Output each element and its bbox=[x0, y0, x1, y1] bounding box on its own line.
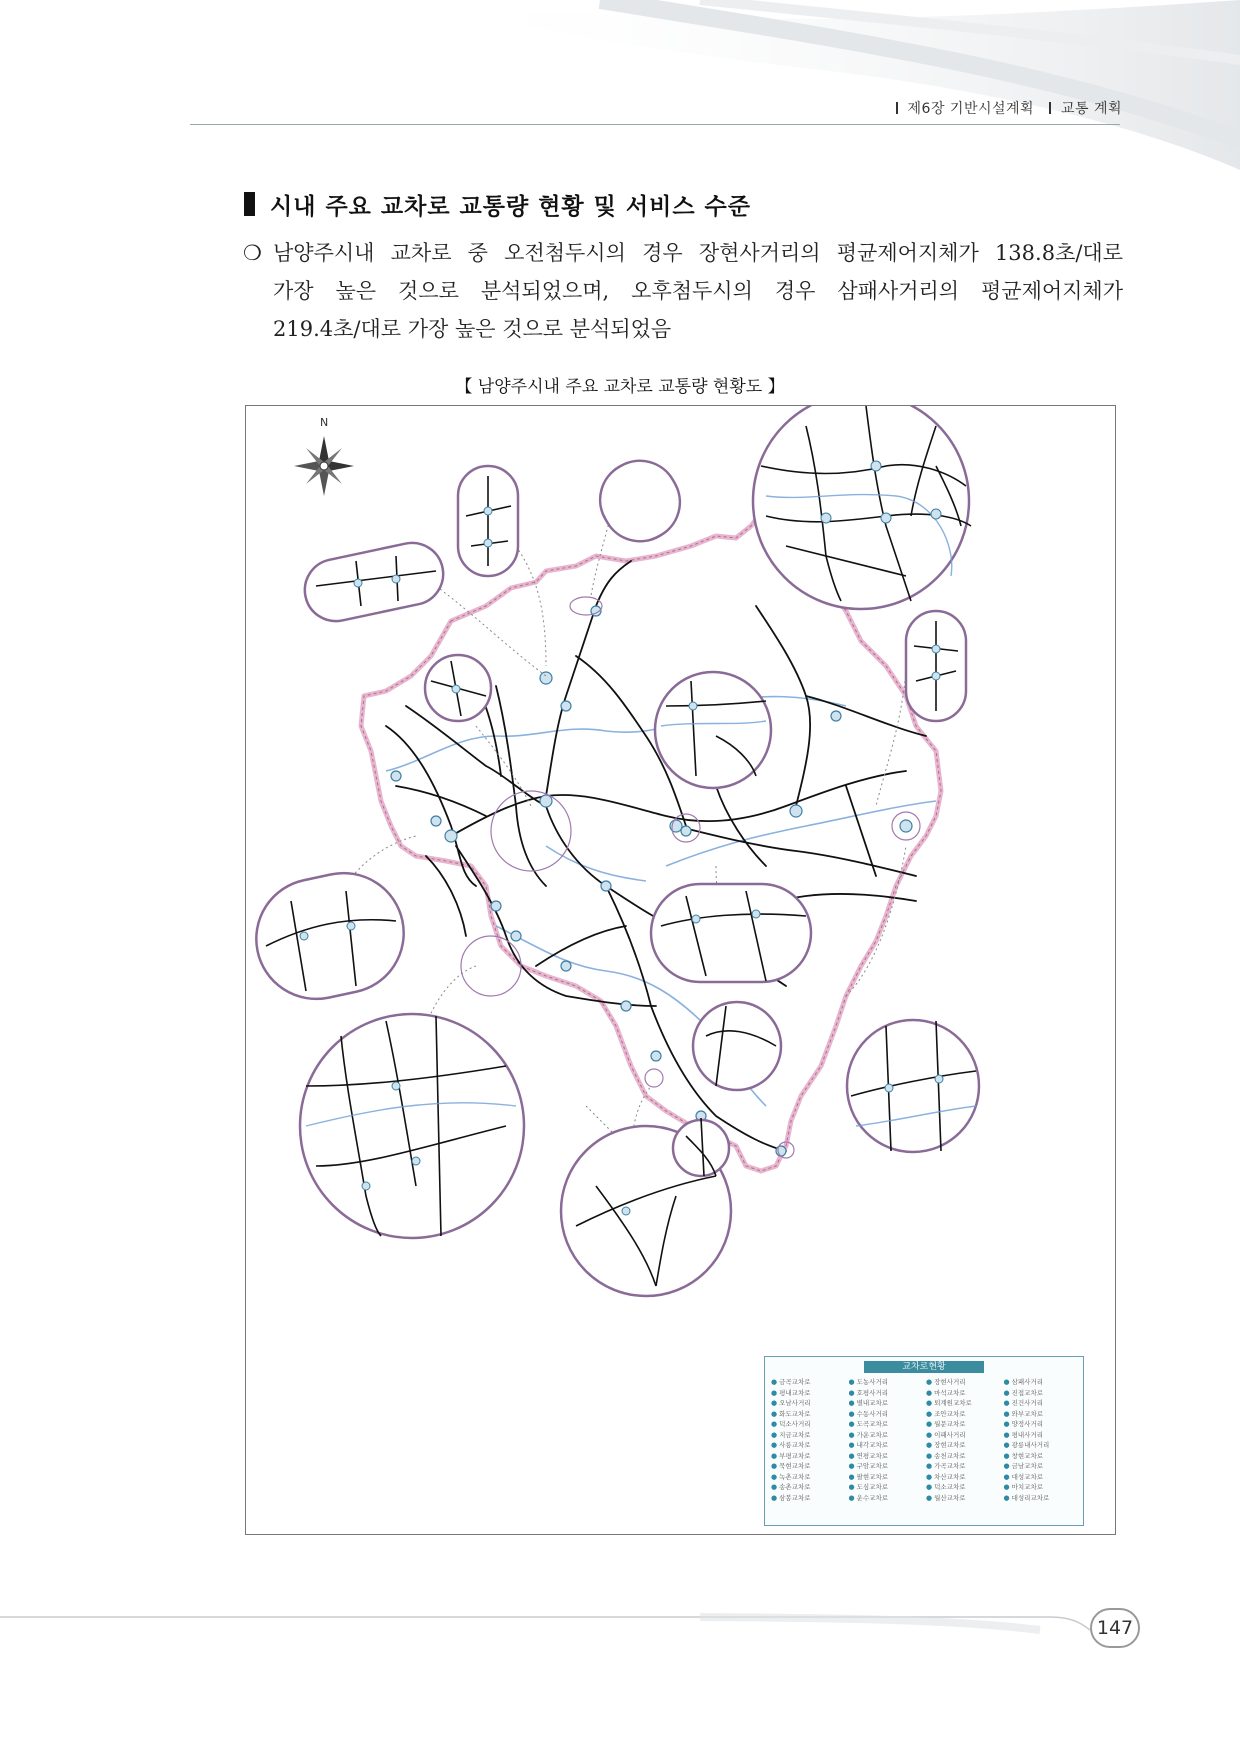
legend-item: ● 진접교차로 bbox=[1004, 1388, 1078, 1399]
legend-item: ● 진건사거리 bbox=[1004, 1398, 1078, 1409]
legend-item: ● 창현교차로 bbox=[1004, 1451, 1078, 1462]
legend-item: ● 지금교차로 bbox=[771, 1430, 845, 1441]
legend-item: ● 대성교차로 bbox=[1004, 1472, 1078, 1483]
legend-item: ● 평내교차로 bbox=[771, 1388, 845, 1399]
map-legend bbox=[764, 1356, 1084, 1526]
legend-item: ● 연평교차로 bbox=[849, 1451, 923, 1462]
legend-item: ● 장현교차로 bbox=[926, 1440, 1000, 1451]
legend-item: ● 송촌교차로 bbox=[771, 1482, 845, 1493]
legend-item: ● 묵현교차로 bbox=[771, 1461, 845, 1472]
legend-item: ● 차산교차로 bbox=[926, 1472, 1000, 1483]
body-paragraph bbox=[243, 234, 1123, 348]
legend-item: ● 금곡교차로 bbox=[771, 1377, 845, 1388]
section-title: 시내 주요 교차로 교통량 현황 및 서비스 수준 bbox=[270, 194, 751, 220]
legend-item: ● 사릉교차로 bbox=[771, 1440, 845, 1451]
legend-item: ● 금남교차로 bbox=[1004, 1461, 1078, 1472]
legend-grid bbox=[765, 1377, 1083, 1503]
legend-item: ● 대성리교차로 bbox=[1004, 1493, 1078, 1504]
legend-item: ● 양정사거리 bbox=[1004, 1419, 1078, 1430]
legend-item: ● 마치교차로 bbox=[1004, 1482, 1078, 1493]
legend-item: ● 별내교차로 bbox=[849, 1398, 923, 1409]
legend-item: ● 월문교차로 bbox=[926, 1419, 1000, 1430]
header-chapter: 제6장 기반시설계획 bbox=[907, 101, 1035, 117]
legend-item: ● 녹촌교차로 bbox=[771, 1472, 845, 1483]
legend-item: ● 가곡교차로 bbox=[926, 1461, 1000, 1472]
body-line-1: 남양주시내 교차로 중 오전첨두시의 경우 장현사거리의 평균제어지체가 138.8초/대로 bbox=[273, 241, 1123, 265]
legend-item: ● 광릉내사거리 bbox=[1004, 1440, 1078, 1451]
figure-caption: 【 남양주시내 주요 교차로 교통량 현황도 】 bbox=[455, 377, 785, 397]
traffic-map-figure bbox=[245, 405, 1116, 1535]
legend-item: ● 송천교차로 bbox=[926, 1451, 1000, 1462]
legend-item: ● 수동사거리 bbox=[849, 1409, 923, 1420]
legend-item: ● 덕소교차로 bbox=[926, 1482, 1000, 1493]
legend-item: ● 이패사거리 bbox=[926, 1430, 1000, 1441]
legend-title: 교차로현황 bbox=[864, 1361, 984, 1373]
compass-icon bbox=[294, 416, 354, 496]
legend-item: ● 운수교차로 bbox=[849, 1493, 923, 1504]
header-rule bbox=[190, 124, 1120, 125]
legend-item: ● 장현사거리 bbox=[926, 1377, 1000, 1388]
legend-item: ● 평내사거리 bbox=[1004, 1430, 1078, 1441]
legend-item: ● 내각교차로 bbox=[849, 1440, 923, 1451]
footer-decoration bbox=[0, 1590, 1240, 1755]
legend-item: ● 조안교차로 bbox=[926, 1409, 1000, 1420]
legend-item: ● 월산교차로 bbox=[926, 1493, 1000, 1504]
header-section: 교통 계획 bbox=[1060, 101, 1122, 117]
legend-item: ● 팔현교차로 bbox=[849, 1472, 923, 1483]
bullet-icon: ❍ bbox=[243, 241, 262, 265]
legend-item: ● 삼봉교차로 bbox=[771, 1493, 845, 1504]
section-marker bbox=[244, 192, 255, 216]
page-number: 147 bbox=[1090, 1608, 1140, 1648]
legend-item: ● 도농사거리 bbox=[849, 1377, 923, 1388]
legend-item: ● 호평사거리 bbox=[849, 1388, 923, 1399]
legend-item: ● 가운교차로 bbox=[849, 1430, 923, 1441]
legend-item: ● 퇴계원교차로 bbox=[926, 1398, 1000, 1409]
legend-item: ● 와부교차로 bbox=[1004, 1409, 1078, 1420]
legend-item: ● 오남사거리 bbox=[771, 1398, 845, 1409]
header-separator bbox=[896, 102, 898, 114]
running-header bbox=[896, 98, 1122, 118]
legend-item: ● 마석교차로 bbox=[926, 1388, 1000, 1399]
compass-north-label: N bbox=[320, 416, 329, 429]
body-line-2: 가장 높은 것으로 분석되었으며, 오후첨두시의 경우 삼패사거리의 평균제어지체가 bbox=[273, 279, 1123, 303]
legend-item: ● 도곡교차로 bbox=[849, 1419, 923, 1430]
legend-item: ● 삼패사거리 bbox=[1004, 1377, 1078, 1388]
legend-item: ● 도심교차로 bbox=[849, 1482, 923, 1493]
legend-item: ● 화도교차로 bbox=[771, 1409, 845, 1420]
body-line-3: 219.4초/대로 가장 높은 것으로 분석되었음 bbox=[273, 317, 672, 341]
legend-item: ● 덕소사거리 bbox=[771, 1419, 845, 1430]
legend-item: ● 부평교차로 bbox=[771, 1451, 845, 1462]
legend-item: ● 구암교차로 bbox=[849, 1461, 923, 1472]
header-separator bbox=[1049, 102, 1051, 114]
